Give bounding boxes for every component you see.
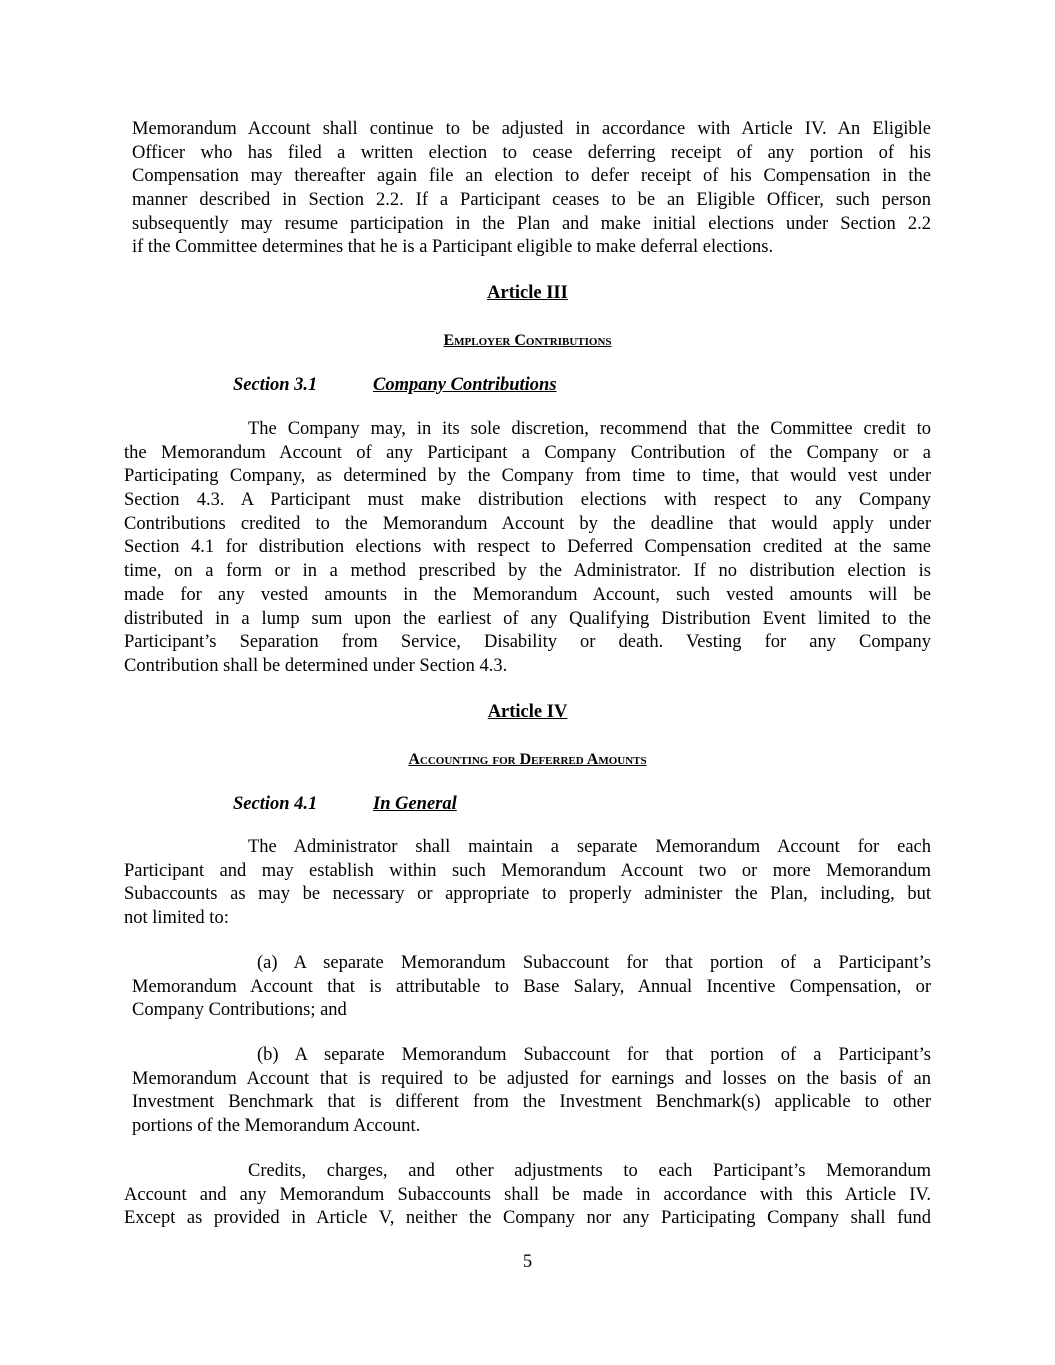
- text-line: the Memorandum Account of any Participant a Company Contribution of the Company or a: [124, 442, 931, 463]
- item-b: [132, 1044, 931, 1139]
- article-iii-heading: Article III: [487, 283, 568, 303]
- page-number: 5: [522, 1252, 533, 1272]
- text-line: Contributions credited to the Memorandum Account by the deadline that would apply under: [124, 513, 931, 534]
- text-line: Participant’s Separation from Service, Disability or death. Vesting for any Company: [124, 632, 931, 653]
- section-title: In General: [373, 794, 457, 814]
- section-4-1-heading: [233, 792, 457, 816]
- text-line: Section 4.3. A Participant must make distribution elections with respect to any Company: [124, 490, 931, 511]
- text-line: Compensation may thereafter again file an election to defer receipt of his Compensation in the: [132, 166, 931, 187]
- text-line: Company Contributions; and: [132, 1000, 347, 1021]
- paragraph-company-contributions: [124, 418, 931, 679]
- text-line: Account and any Memorandum Subaccounts shall be made in accordance with this Article IV.: [124, 1184, 931, 1205]
- text-line: Participating Company, as determined by the Company from time to time, that would vest under: [124, 466, 931, 487]
- section-3-1-heading: [233, 373, 557, 397]
- text-line: if the Committee determines that he is a Participant eligible to make deferral elections.: [132, 237, 774, 258]
- text-line: Credits, charges, and other adjustments to each Participant’s Memorandum: [248, 1161, 931, 1181]
- text-line: Officer who has filed a written election to cease deferring receipt of any portion of his: [132, 142, 931, 163]
- text-line: The Administrator shall maintain a separate Memorandum Account for each: [248, 837, 931, 857]
- text-line: portions of the Memorandum Account.: [132, 1116, 421, 1137]
- text-line: Subaccounts as may be necessary or appropriate to properly administer the Plan, including, but: [124, 884, 931, 905]
- paragraph-adjustments: [124, 1160, 931, 1231]
- text-line: distributed in a lump sum upon the earliest of any Qualifying Distribution Event limited to the: [124, 608, 931, 629]
- text-line: subsequently may resume participation in the Plan and make initial elections under Section 2.2: [132, 213, 931, 234]
- paragraph-in-general: [124, 836, 931, 931]
- text-line: Participant and may establish within such Memorandum Account two or more Memorandum: [124, 860, 931, 881]
- text-line: Memorandum Account that is required to be adjusted for earnings and losses on the basis of an: [132, 1068, 931, 1089]
- item-a: [132, 952, 931, 1023]
- section-number: Section 3.1: [233, 375, 318, 395]
- text-line: (a) A separate Memorandum Subaccount for that portion of a Participant’s: [257, 953, 931, 973]
- section-number: Section 4.1: [233, 794, 318, 814]
- text-line: Memorandum Account shall continue to be adjusted in accordance with Article IV. An Eligible: [132, 119, 931, 139]
- text-line: Section 4.1 for distribution elections with respect to Deferred Compensation credited at the same: [124, 537, 931, 558]
- article-iv-heading: Article IV: [487, 702, 568, 722]
- text-line: made for any vested amounts in the Memorandum Account, such vested amounts will be: [124, 584, 931, 605]
- text-line: manner described in Section 2.2. If a Participant ceases to be an Eligible Officer, such person: [132, 190, 931, 211]
- text-line: Contribution shall be determined under Section 4.3.: [124, 655, 508, 676]
- accounting-heading: Accounting for Deferred Amounts: [408, 751, 647, 768]
- text-line: Memorandum Account that is attributable to Base Salary, Annual Incentive Compensation, or: [132, 976, 931, 997]
- section-title: Company Contributions: [373, 375, 557, 395]
- text-line: Except as provided in Article V, neither the Company nor any Participating Company shall fund: [124, 1208, 931, 1229]
- text-line: (b) A separate Memorandum Subaccount for that portion of a Participant’s: [257, 1045, 931, 1065]
- employer-contributions-heading: Employer Contributions: [443, 332, 612, 349]
- text-line: time, on a form or in a method prescribed by the Administrator. If no distribution election is: [124, 561, 931, 582]
- text-line: not limited to:: [124, 908, 229, 929]
- text-line: Investment Benchmark that is different from the Investment Benchmark(s) applicable to other: [132, 1092, 931, 1113]
- text-line: The Company may, in its sole discretion, recommend that the Committee credit to: [248, 419, 931, 439]
- paragraph-continuation: [132, 118, 931, 260]
